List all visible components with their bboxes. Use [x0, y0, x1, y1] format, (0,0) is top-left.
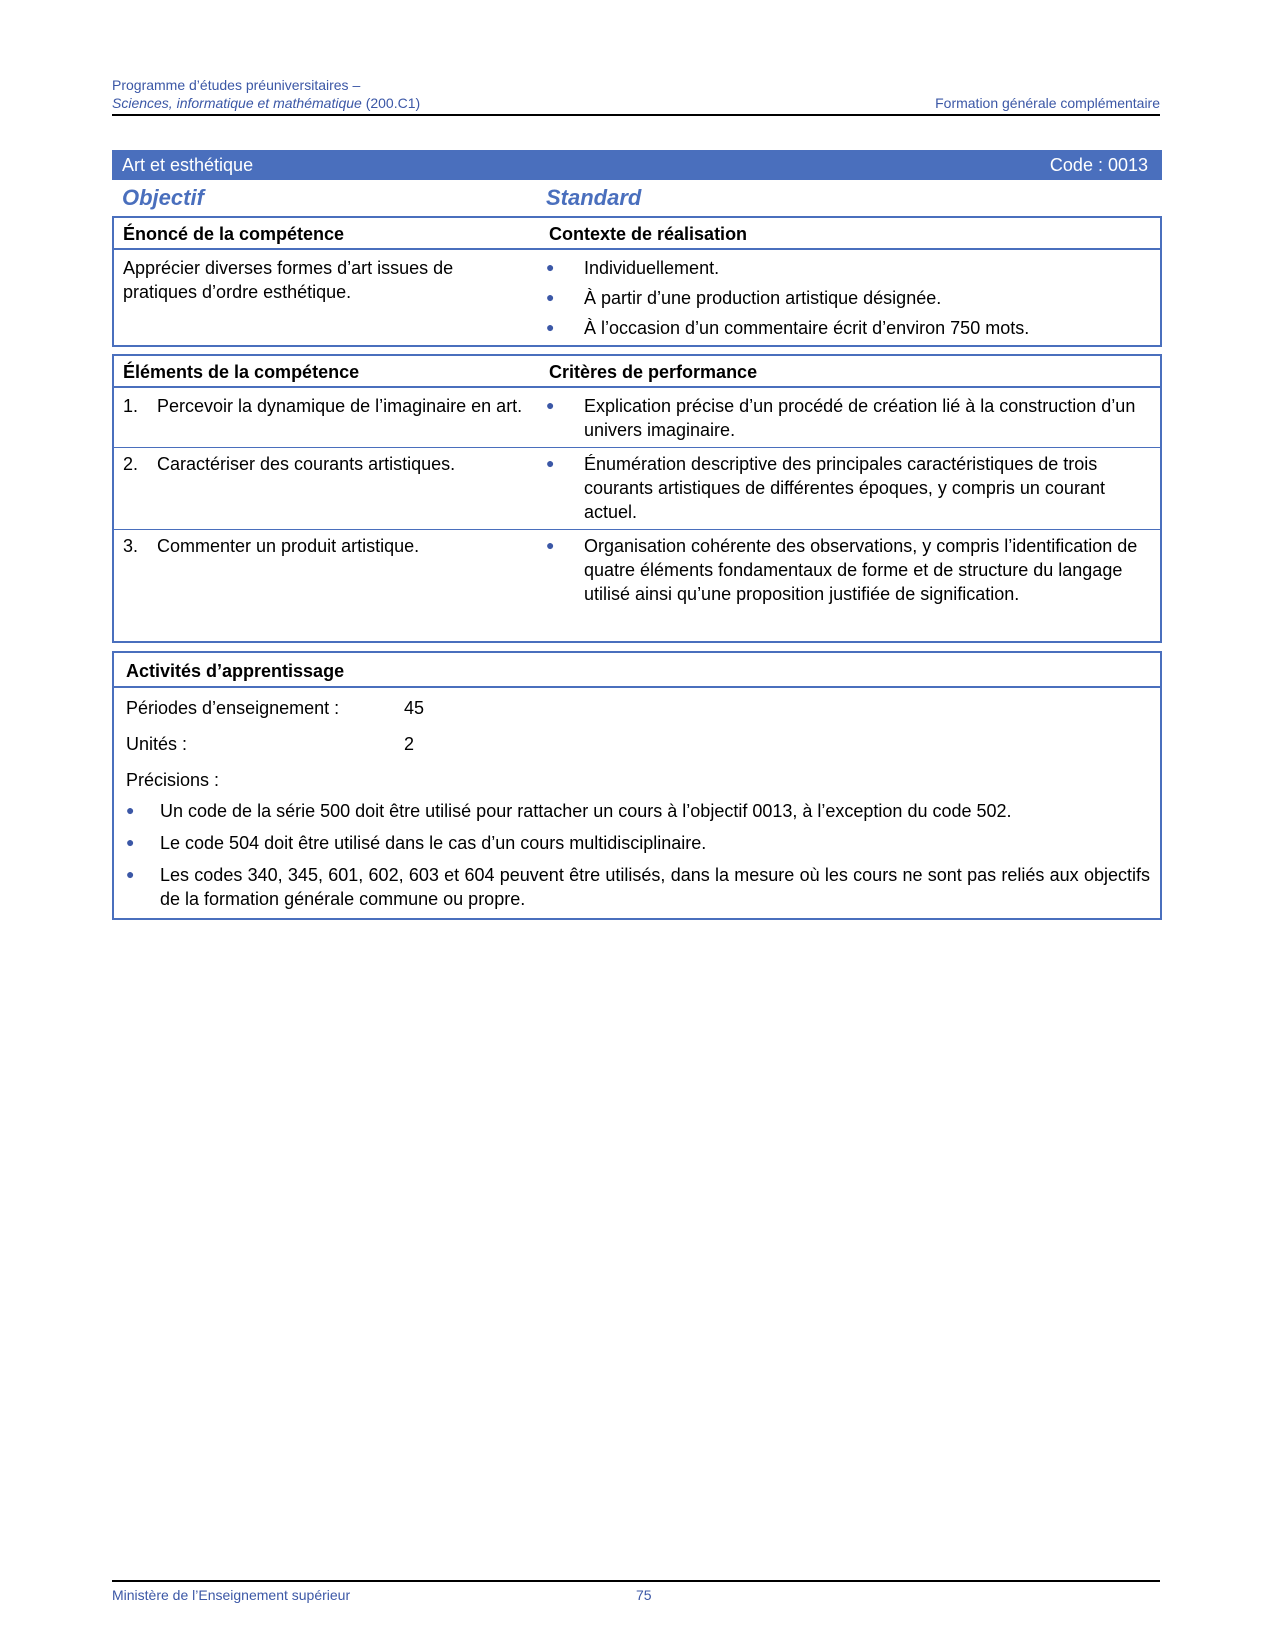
enonce-text: Apprécier diverses formes d’art issues de pratiques d’ordre esthétique.	[123, 258, 454, 302]
contexte-item: À partir d’une production artistique désignée.	[584, 288, 942, 308]
bullet-icon: ●	[546, 537, 555, 553]
ministry-name: Ministère de l’Enseignement supérieur	[112, 1587, 351, 1603]
element-number: 2.	[123, 454, 139, 474]
row-divider	[114, 529, 1160, 530]
contexte-item: Individuellement.	[584, 258, 720, 278]
element-text: Caractériser des courants artistiques.	[157, 454, 456, 474]
competence-header-row	[114, 218, 1160, 250]
program-name: Sciences, informatique et mathématique	[112, 95, 362, 111]
element-text: Commenter un produit artistique.	[157, 536, 420, 556]
contexte-header: Contexte de réalisation	[549, 224, 748, 244]
precision-item: Un code de la série 500 doit être utilisé pour rattacher un cours à l’objectif 0013, à l’exception du code 502.	[160, 801, 1012, 821]
program-title: Programme d’études préuniversitaires –	[112, 77, 361, 93]
course-title: Art et esthétique	[122, 155, 254, 175]
contexte-item: À l’occasion d’un commentaire écrit d’environ 750 mots.	[584, 318, 1030, 338]
formation-type: Formation générale complémentaire	[935, 95, 1160, 111]
program-subtitle	[112, 95, 420, 111]
element-text: Percevoir la dynamique de l’imaginaire en art.	[157, 396, 523, 416]
critere-text: Énumération descriptive des principales caractéristiques de trois courants artistiques de différentes époques, y compris un courant actuel.	[584, 454, 1105, 522]
unites-label: Unités :	[126, 734, 188, 754]
elements-header-row	[114, 356, 1160, 388]
element-number: 3.	[123, 536, 139, 556]
criteres-header: Critères de performance	[549, 362, 758, 382]
competence-box	[112, 216, 1162, 347]
bullet-icon: ●	[546, 289, 555, 305]
bullet-icon: ●	[126, 866, 135, 882]
page-header	[112, 77, 1160, 116]
standard-label: Standard	[546, 185, 642, 210]
objectif-label: Objectif	[122, 185, 204, 210]
bullet-icon: ●	[126, 834, 135, 850]
page-number: 75	[636, 1587, 652, 1603]
bullet-icon: ●	[546, 397, 555, 413]
precisions-label: Précisions :	[126, 770, 220, 790]
row-divider	[114, 447, 1160, 448]
page-footer	[112, 1580, 1160, 1610]
bullet-icon: ●	[126, 802, 135, 818]
bullet-icon: ●	[546, 455, 555, 471]
periodes-value: 45	[404, 698, 425, 718]
periodes-label: Périodes d’enseignement :	[126, 698, 340, 718]
precision-item: Le code 504 doit être utilisé dans le cas d’un cours multidisciplinaire.	[160, 833, 707, 853]
course-code: Code : 0013	[1049, 155, 1148, 175]
course-title-bar	[112, 150, 1162, 180]
elements-box	[112, 354, 1162, 643]
program-code: (200.C1)	[361, 95, 421, 111]
activites-header-row	[114, 653, 1160, 688]
critere-text: Explication précise d’un procédé de création lié à la construction d’un univers imaginaire.	[584, 396, 1136, 440]
activites-box	[112, 651, 1162, 920]
critere-text: Organisation cohérente des observations, y compris l’identification de quatre éléments fondamentaux de forme et de structure du langage utilisé ainsi qu’une proposition justifiée de signification.	[584, 536, 1138, 604]
precision-item: Les codes 340, 345, 601, 602, 603 et 604 peuvent être utilisés, dans la mesure où les cours ne sont pas reliés aux objectifs de la formation générale commune ou propre.	[160, 865, 1150, 909]
bullet-icon: ●	[546, 319, 555, 335]
unites-value: 2	[404, 734, 415, 754]
bullet-icon: ●	[546, 259, 555, 275]
elements-header: Éléments de la compétence	[123, 362, 360, 382]
activites-header: Activités d’apprentissage	[126, 661, 345, 681]
element-number: 1.	[123, 396, 139, 416]
enonce-header: Énoncé de la compétence	[123, 224, 345, 244]
